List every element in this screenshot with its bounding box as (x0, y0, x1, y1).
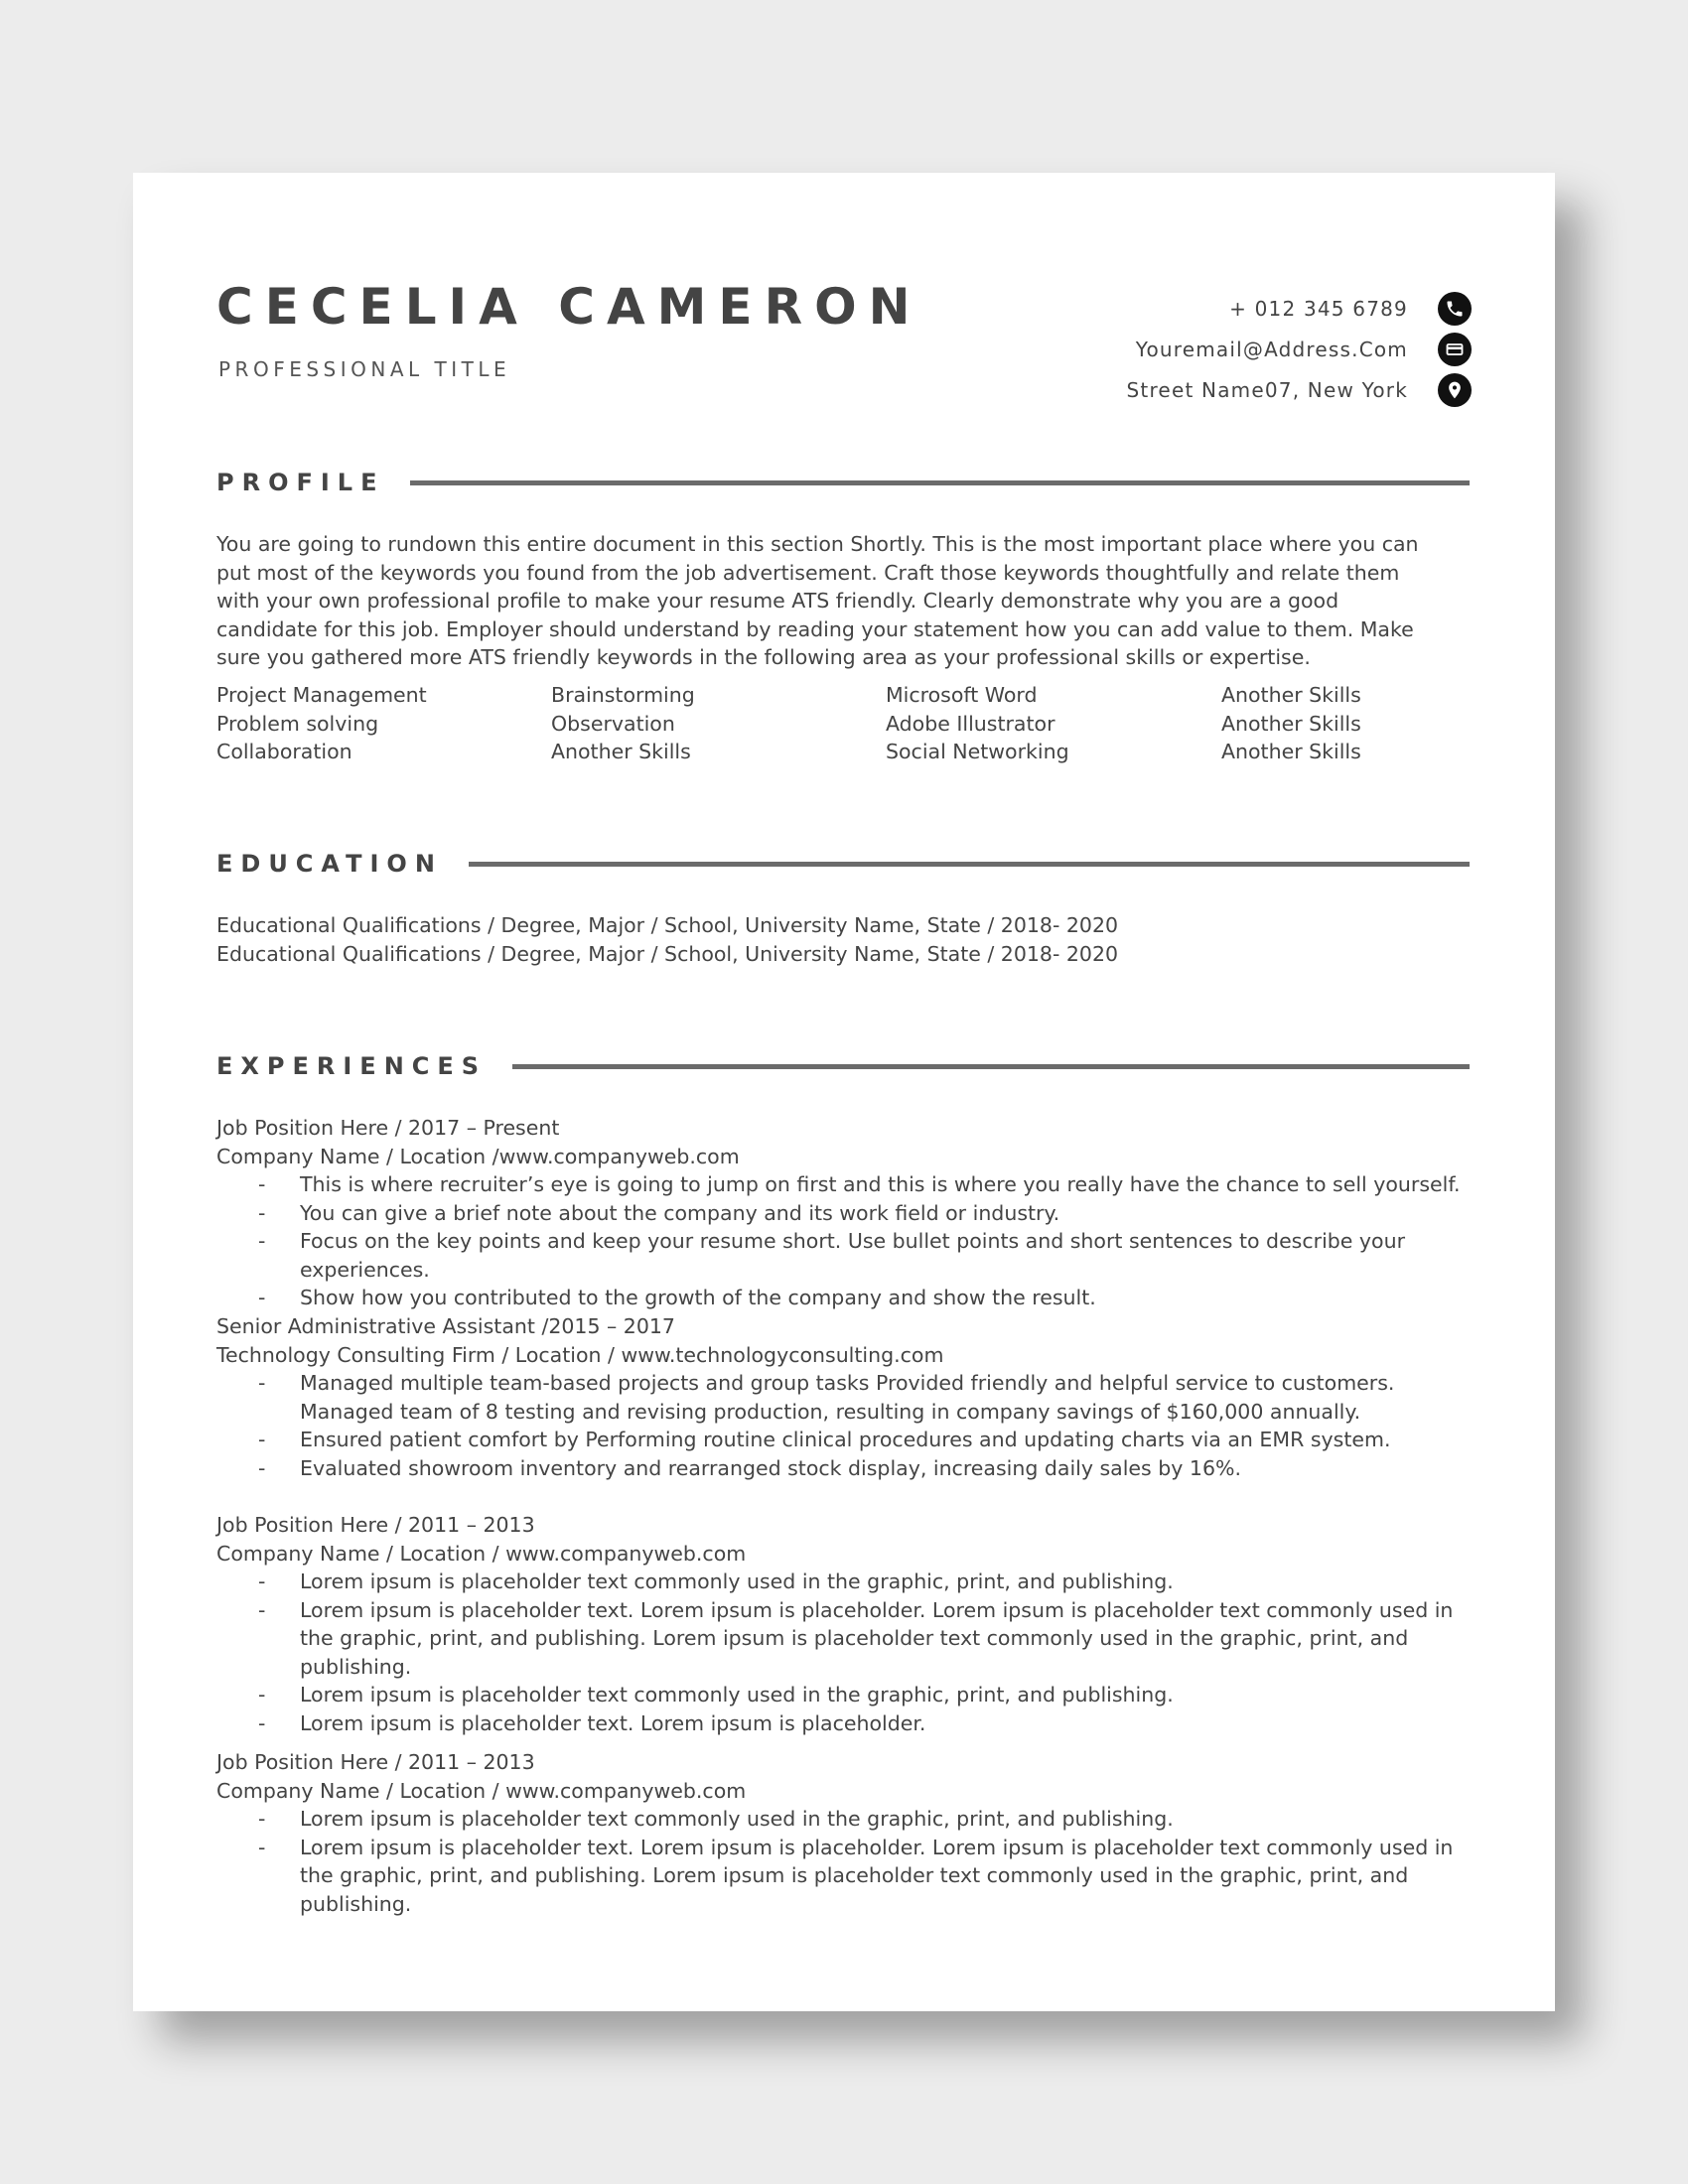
education-divider (469, 862, 1470, 867)
education-item: Educational Qualifications / Degree, Major / School, University Name, State / 2018- 2020 (216, 913, 1119, 937)
job-company: Company Name / Location / www.companyweb.com (216, 1541, 747, 1566)
job-bullet: - Lorem ipsum is placeholder text commonly used in the graphic, print, and publishing. (216, 1681, 1472, 1709)
professional-title: PROFESSIONAL TITLE (218, 357, 511, 381)
job-entry (216, 1511, 1472, 1737)
resume-page (133, 173, 1555, 2011)
job-bullet: - Ensured patient comfort by Performing routine clinical procedures and updating charts via an EMR system. (216, 1426, 1472, 1454)
experiences-divider (512, 1064, 1470, 1069)
profile-heading: PROFILE (216, 469, 385, 496)
job-bullet: - Lorem ipsum is placeholder text. Lorem ipsum is placeholder. Lorem ipsum is placeholder text commonly used in the graphic, print, and publishing. Lorem ipsum is placeholder text commonly used in the graphic, print, and publishing. (216, 1834, 1472, 1919)
job-company: Company Name / Location /www.companyweb.com (216, 1144, 740, 1168)
skill-item: Social Networking (886, 740, 1069, 763)
contact-email (1127, 329, 1472, 369)
skills-grid (216, 681, 1472, 766)
job-bullet: - Lorem ipsum is placeholder text commonly used in the graphic, print, and publishing. (216, 1805, 1472, 1834)
profile-section-header (216, 469, 1470, 496)
skill-item: Another Skills (1221, 683, 1361, 707)
skill-item: Observation (551, 711, 675, 736)
job-entry (216, 1114, 1472, 1312)
profile-summary: You are going to rundown this entire document in this section Shortly. This is the most important place where you can put most of the keywords you found from the job advertisement. Craft those keywords thoughtfully and relate them with your own professional profile to make your resume ATS friendly. Clearly demonstrate why you are a good candidate for this job. Employer should understand by reading your statement how you can add value to them. Make sure you gathered more ATS friendly keywords in the following area as your professional skills or expertise. (216, 532, 1419, 669)
job-bullets (216, 1170, 1472, 1312)
location-icon (1438, 373, 1472, 407)
job-position: Job Position Here / 2011 – 2013 (216, 1513, 535, 1537)
job-bullet: - Lorem ipsum is placeholder text. Lorem ipsum is placeholder. (216, 1709, 1472, 1738)
skill-item: Another Skills (1221, 740, 1361, 763)
job-bullet: - This is where recruiter’s eye is going to jump on first and this is where you really have the chance to sell yourself. (216, 1170, 1472, 1199)
skill-item: Another Skills (1221, 711, 1361, 736)
job-bullet: - Managed multiple team-based projects and group tasks Provided friendly and helpful service to customers. Managed team of 8 testing and revising production, resulting in company savings of $160,000 annually. (216, 1369, 1472, 1426)
job-bullet: - You can give a brief note about the company and its work field or industry. (216, 1199, 1472, 1228)
skill-item: Problem solving (216, 711, 379, 736)
education-heading: EDUCATION (216, 850, 443, 878)
skills-column (1221, 681, 1472, 766)
experiences-heading: EXPERIENCES (216, 1052, 488, 1080)
contact-list (1127, 288, 1472, 410)
education-list (216, 911, 1472, 968)
phone-icon (1438, 292, 1472, 326)
education-item: Educational Qualifications / Degree, Major / School, University Name, State / 2018- 2020 (216, 941, 1119, 966)
skills-column (551, 681, 886, 766)
phone-text: + 012 345 6789 (1229, 296, 1408, 321)
job-bullet: - Focus on the key points and keep your resume short. Use bullet points and short sentences to describe your experiences. (216, 1227, 1472, 1284)
skills-column (886, 681, 1221, 766)
contact-address (1127, 369, 1472, 410)
job-bullet: - Lorem ipsum is placeholder text. Lorem ipsum is placeholder. Lorem ipsum is placeholder text commonly used in the graphic, print, and publishing. Lorem ipsum is placeholder text commonly used in the graphic, print, and publishing. (216, 1596, 1472, 1682)
skill-item: Microsoft Word (886, 683, 1038, 707)
job-entry (216, 1312, 1472, 1482)
resume-header (216, 278, 1472, 411)
skill-item: Brainstorming (551, 683, 695, 707)
job-company: Technology Consulting Firm / Location / www.technologyconsulting.com (216, 1342, 944, 1367)
email-icon (1438, 333, 1472, 366)
job-bullets (216, 1568, 1472, 1737)
job-bullet: - Show how you contributed to the growth of the company and show the result. (216, 1284, 1472, 1312)
experiences-section-header (216, 1052, 1470, 1080)
skill-item: Collaboration (216, 740, 352, 763)
address-text: Street Name07, New York (1126, 377, 1408, 402)
job-company: Company Name / Location / www.companyweb.com (216, 1778, 747, 1803)
job-entry (216, 1748, 1472, 1918)
job-bullets (216, 1369, 1472, 1482)
job-bullet: - Lorem ipsum is placeholder text commonly used in the graphic, print, and publishing. (216, 1568, 1472, 1596)
profile-divider (410, 480, 1470, 485)
skill-item: Project Management (216, 683, 427, 707)
skill-item: Adobe Illustrator (886, 711, 1055, 736)
contact-phone (1127, 288, 1472, 329)
candidate-name: CECELIA CAMERON (216, 278, 922, 336)
education-section-header (216, 850, 1470, 878)
skill-item: Another Skills (551, 740, 691, 763)
email-text: Youremail@Address.Com (1135, 337, 1408, 361)
job-position: Job Position Here / 2011 – 2013 (216, 1750, 535, 1774)
job-bullets (216, 1805, 1472, 1918)
skills-column (216, 681, 551, 766)
job-bullet: - Evaluated showroom inventory and rearranged stock display, increasing daily sales by 16%. (216, 1454, 1472, 1483)
job-position: Job Position Here / 2017 – Present (216, 1116, 560, 1140)
job-position: Senior Administrative Assistant /2015 – 2017 (216, 1314, 675, 1338)
